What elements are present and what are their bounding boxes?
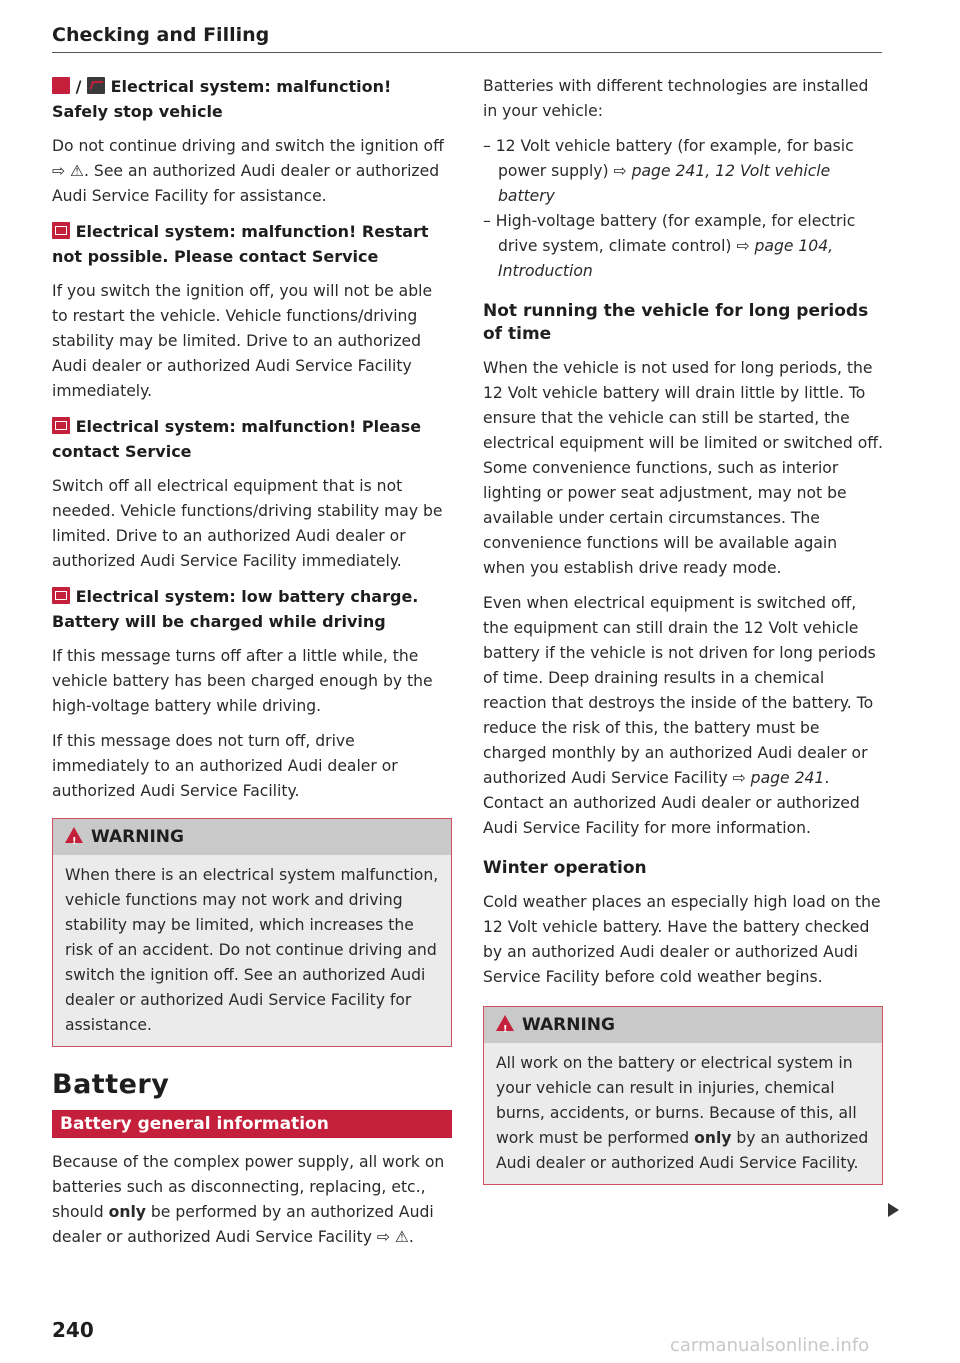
warning-triangle-icon	[65, 827, 83, 843]
paragraph: Switch off all electrical equipment that is not needed. Vehicle functions/driving stability may be limited. Drive to an authorized Audi dealer or authorized Audi Service Facility immediately.	[52, 477, 443, 570]
text-run: . Contact an authorized Audi dealer or authorized Audi Service Facility for more information.	[483, 769, 860, 837]
text-run: by an authorized Audi dealer or authorized Audi Service Facility.	[496, 1129, 869, 1172]
warning-text: When there is an electrical system malfunction, vehicle functions may not work and driving stability may be limited, which increases the risk of an accident. Do not continue driving and switch the ignition off. See an authorized Audi dealer or authorized Audi Service Facility for assistance.	[65, 866, 439, 1034]
watermark: carmanualsonline.info	[670, 1335, 870, 1356]
paragraph: If you switch the ignition off, you will not be able to restart the vehicle. Vehicle functions/driving stability may be limited. Drive to an authorized Audi dealer or authorized Audi Service Facility immediately.	[52, 282, 433, 400]
paragraph: When the vehicle is not used for long periods, the 12 Volt vehicle battery will drain little by little. To ensure that the vehicle can still be started, the electrical equipment will be limited or switched off. Some convenience functions, such as interior lighting or power seat adjustment, may not be available under certain circumstances. The convenience functions will be available again when you establish drive ready mode.	[483, 359, 884, 577]
page-header	[52, 24, 882, 53]
continue-arrow-icon	[888, 1203, 899, 1217]
warning-triangle-icon	[496, 1015, 514, 1031]
warning-box	[483, 1006, 883, 1185]
text-run: All work on the battery or electrical system in your vehicle can result in injuries, chemical burns, accidents, or burns. Because of this, all work must be performed	[496, 1054, 857, 1147]
text-run: – 12 Volt vehicle battery (for example, for basic power supply) ⇨	[483, 137, 854, 180]
text-run: Even when electrical equipment is switched off, the equipment can still drain the 12 Volt vehicle battery if the vehicle is not driven for long periods of time. Deep draining results in a chemical reaction that destroys the inside of the battery. To reduce the risk of this, the battery must be charged monthly by an authorized Audi dealer or authorized Audi Service Facility ⇨	[483, 594, 876, 787]
vehicle-stop-icon	[87, 77, 105, 94]
warning-header	[53, 819, 451, 855]
right-column	[483, 74, 883, 1185]
paragraph: If this message does not turn off, drive immediately to an authorized Audi dealer or authorized Audi Service Facility.	[52, 732, 398, 800]
text-run: be performed by an authorized Audi dealer or authorized Audi Service Facility ⇨ ⚠.	[52, 1203, 434, 1246]
list-item	[483, 209, 883, 284]
heading-low-battery	[52, 584, 452, 634]
paragraph: If this message turns off after a little while, the vehicle battery has been charged enough by the high-voltage battery while driving.	[52, 647, 433, 715]
left-column	[52, 74, 452, 1260]
page-reference-link[interactable]: page 241	[750, 769, 825, 787]
heading-safely-stop	[52, 74, 452, 124]
warning-title: WARNING	[522, 1015, 615, 1035]
heading-long-periods: Not running the vehicle for long periods of time	[483, 301, 869, 344]
list-item	[483, 134, 883, 209]
paragraph: Batteries with different technologies are installed in your vehicle:	[483, 77, 869, 120]
paragraph	[483, 591, 883, 841]
page-number: 240	[52, 1318, 94, 1342]
text-run: Because of the complex power supply, all work on batteries such as disconnecting, replacing, etc., should	[52, 1153, 445, 1221]
paragraph	[52, 1150, 452, 1250]
header-title: Checking and Filling	[52, 24, 270, 46]
battery-icon	[52, 587, 70, 604]
page-reference-link[interactable]: page 241, 12 Volt vehicle battery	[498, 162, 831, 205]
heading-text: Electrical system: malfunction! Please contact Service	[52, 417, 422, 461]
paragraph: Do not continue driving and switch the ignition off ⇨ ⚠. See an authorized Audi dealer or authorized Audi Service Facility for assistance.	[52, 137, 444, 205]
battery-icon	[52, 222, 70, 239]
heading-winter-operation: Winter operation	[483, 858, 647, 878]
heading-contact-service	[52, 414, 452, 464]
warning-title: WARNING	[91, 827, 184, 847]
battery-icon	[52, 417, 70, 434]
warning-text	[484, 1043, 882, 1184]
section-title: Battery	[52, 1069, 170, 1100]
page-reference-link[interactable]: page 104, Introduction	[498, 237, 834, 280]
heading-text: Electrical system: malfunction! Restart not possible. Please contact Service	[52, 222, 429, 266]
subsection-bar: Battery general information	[52, 1110, 452, 1138]
warning-header	[484, 1007, 882, 1043]
heading-text: Electrical system: low battery charge. Battery will be charged while driving	[52, 587, 419, 631]
text-run: – High-voltage battery (for example, for electric drive system, climate control) ⇨	[483, 212, 856, 255]
emphasis: only	[108, 1203, 146, 1221]
emphasis: only	[694, 1129, 732, 1147]
heading-restart-not-possible	[52, 219, 452, 269]
warning-box	[52, 818, 452, 1047]
battery-warning-red-icon	[52, 77, 70, 94]
icon-separator: /	[75, 77, 82, 96]
heading-text: Electrical system: malfunction! Safely stop vehicle	[52, 77, 392, 121]
paragraph: Cold weather places an especially high load on the 12 Volt vehicle battery. Have the battery checked by an authorized Audi dealer or authorized Audi Service Facility before cold weather begins.	[483, 893, 881, 986]
